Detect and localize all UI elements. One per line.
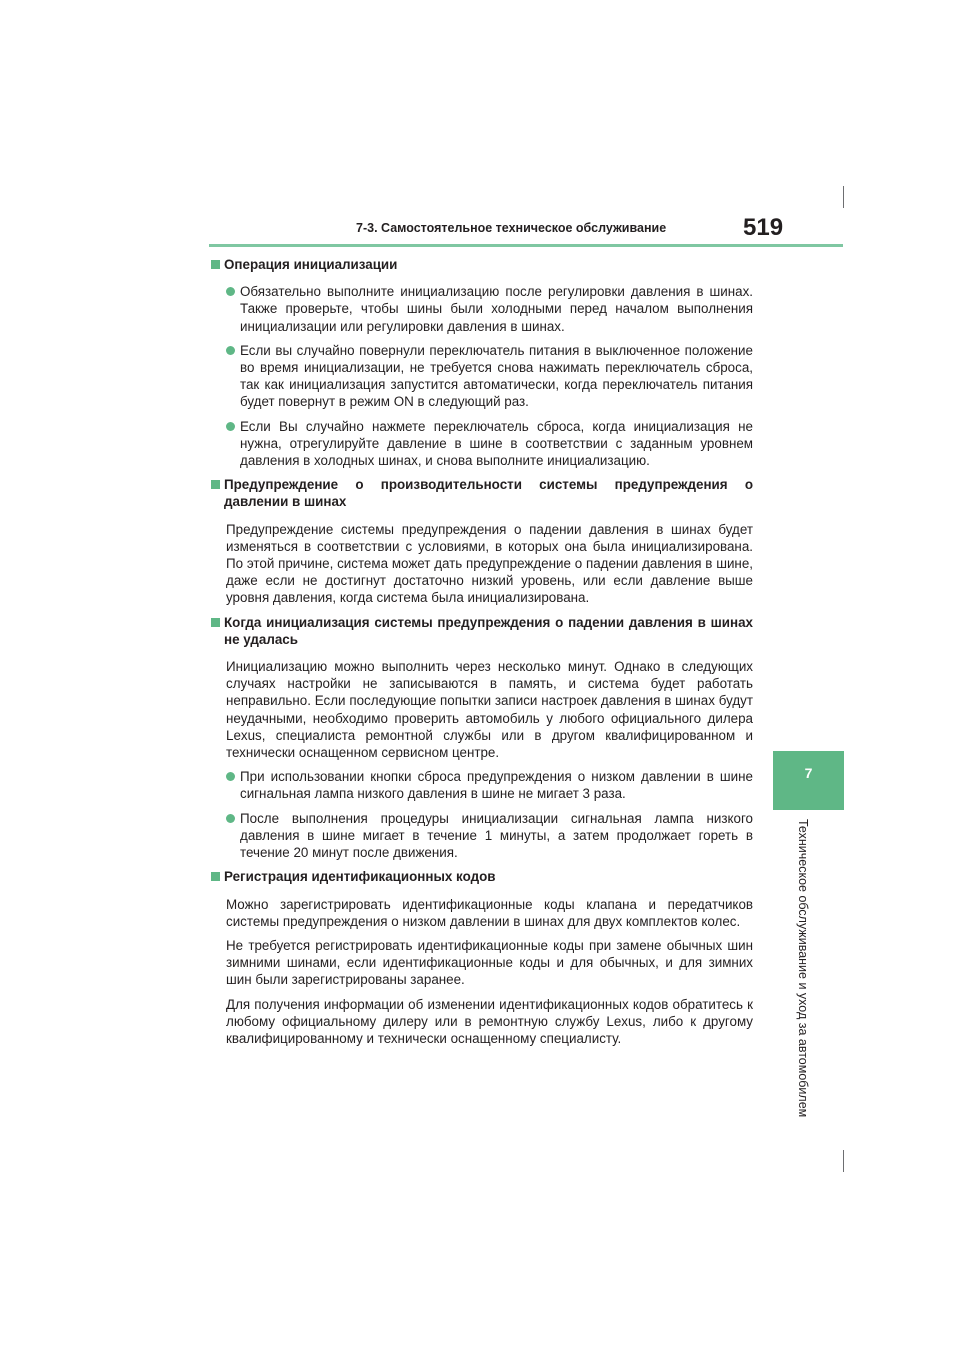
page-content bbox=[211, 256, 753, 1054]
section-heading-text: Когда инициализация системы предупреждения о падении давления в шинах не удалась bbox=[224, 614, 753, 647]
page-number: 519 bbox=[743, 214, 784, 241]
section-heading-text: Операция инициализации bbox=[224, 257, 398, 272]
section-heading bbox=[211, 256, 753, 273]
circle-bullet-icon bbox=[226, 814, 235, 823]
circle-bullet-icon bbox=[226, 346, 235, 355]
square-bullet-icon bbox=[211, 480, 220, 489]
paragraph: Предупреждение системы предупреждения о падении давления в шинах будет изменяться в соответствии с условиями, в которых она была инициализирована. По этой причине, система может дать предупреждение о падении давления в шине, даже если не достигнут достаточно низкий уровень, или если давление выше уровня давления, когда система была инициализирована. bbox=[226, 521, 753, 606]
square-bullet-icon bbox=[211, 618, 220, 627]
chapter-title: 7-3. Самостоятельное техническое обслуживание bbox=[356, 221, 667, 235]
circle-bullet-icon bbox=[226, 422, 235, 431]
circle-bullet-icon bbox=[226, 772, 235, 781]
paragraph: Для получения информации об изменении идентификационных кодов обратитесь к любому официальному дилеру или в ремонтную службу Lexus, либо к другому квалифицированному и технически оснащенному специалисту. bbox=[226, 996, 753, 1046]
bullet-text: Обязательно выполните инициализацию после регулировки давления в шинах. Также проверьте, чтобы шины были холодными перед началом выполнения инициализации или регулировки давления в шинах. bbox=[240, 284, 753, 334]
bullet-item bbox=[211, 418, 753, 470]
section-heading-text: Предупреждение о производительности системы предупреждения о давлении в шинах bbox=[224, 477, 753, 510]
section-heading bbox=[211, 476, 753, 510]
paragraph: Не требуется регистрировать идентификационные коды при замене обычных шин зимними шинами, если идентификационные коды и для обычных, и для зимних шин были зарегистрированы заранее. bbox=[226, 937, 753, 988]
header-rule bbox=[209, 244, 843, 247]
bullet-text: После выполнения процедуры инициализации сигнальная лампа низкого давления в шине мигает в течение 1 минуты, а затем продолжает гореть в течение 20 минут после движения. bbox=[240, 810, 753, 861]
crop-mark-top bbox=[843, 186, 844, 208]
bullet-item bbox=[211, 283, 753, 335]
chapter-tab bbox=[773, 751, 844, 810]
bullet-item bbox=[211, 810, 753, 862]
chapter-side-label: Техническое обслуживание и уход за автомобилем bbox=[796, 819, 810, 1118]
bullet-item bbox=[211, 342, 753, 411]
crop-mark-bottom bbox=[843, 1150, 844, 1172]
square-bullet-icon bbox=[211, 872, 220, 881]
chapter-tab-number: 7 bbox=[804, 765, 813, 781]
section-heading bbox=[211, 614, 753, 648]
paragraph: Можно зарегистрировать идентификационные коды клапана и передатчиков системы предупреждения о низком давлении в шинах для двух комплектов колес. bbox=[226, 896, 753, 929]
bullet-text: Если Вы случайно нажмете переключатель сброса, когда инициализация не нужна, отрегулируйте давление в шине в соответствии с заданным уровнем давления в холодных шинах, и снова выполните инициализацию. bbox=[240, 418, 753, 469]
bullet-text: Если вы случайно повернули переключатель питания в выключенное положение во время инициализации, не требуется снова нажимать переключатель сброса, так как инициализация запустится автоматически, когда переключатель питания будет повернут в режим ON в следующий раз. bbox=[240, 342, 753, 410]
square-bullet-icon bbox=[211, 260, 220, 269]
section-heading-text: Регистрация идентификационных кодов bbox=[224, 869, 496, 885]
section-heading bbox=[211, 868, 753, 885]
bullet-item bbox=[211, 768, 753, 802]
bullet-text: При использовании кнопки сброса предупреждения о низком давлении в шине сигнальная лампа низкого давления в шине не мигает 3 раза. bbox=[240, 769, 753, 802]
paragraph: Инициализацию можно выполнить через несколько минут. Однако в следующих случаях настройки не записываются в память, и система будет работать неправильно. Если последующие попытки записи настроек давления в шинах будут неудачными, необходимо проверить автомобиль у любого официального дилера Lexus, специалиста ремонтной службы или в другом квалифицированном и технически оснащенном сервисном центре. bbox=[226, 659, 753, 761]
circle-bullet-icon bbox=[226, 287, 235, 296]
